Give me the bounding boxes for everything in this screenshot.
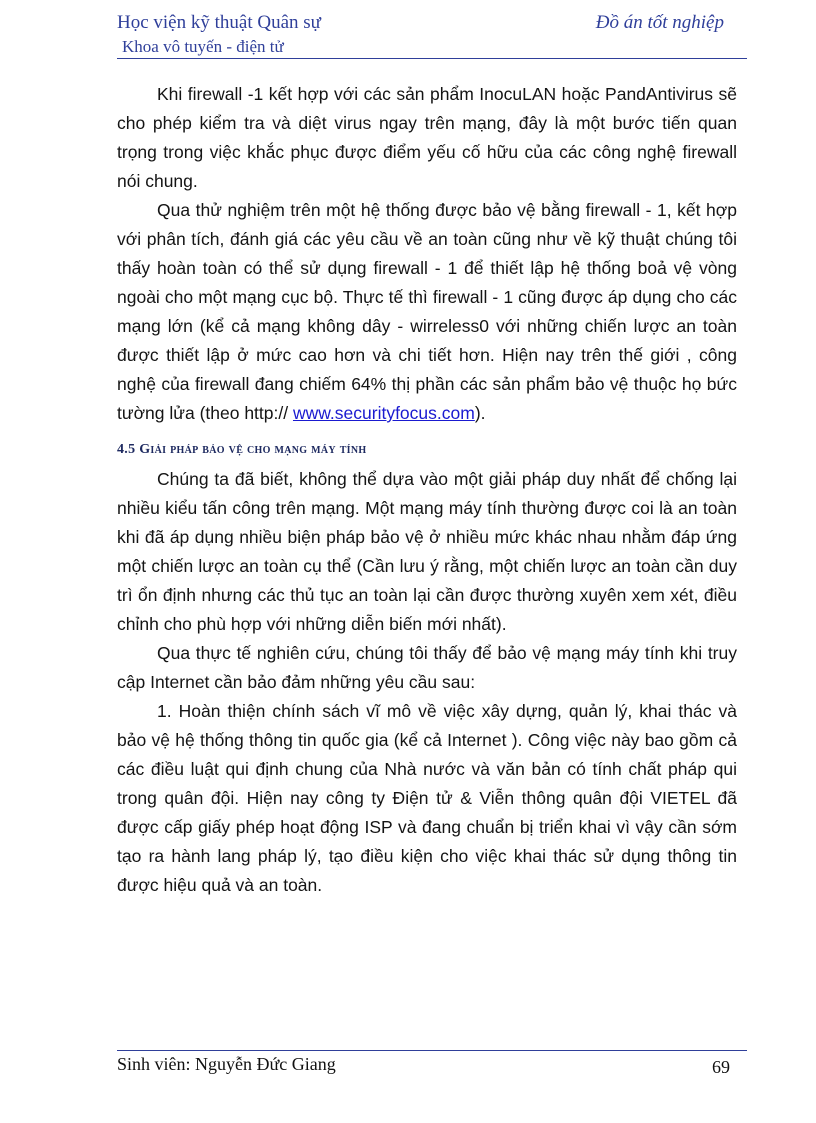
paragraph-2: [117, 196, 737, 428]
body-text: [117, 80, 737, 900]
header-school: Học viện kỹ thuật Quân sự: [117, 12, 321, 33]
header-divider: [117, 58, 747, 59]
securityfocus-link[interactable]: www.securityfocus.com: [292, 403, 475, 423]
paragraph-3: Chúng ta đã biết, không thể dựa vào một giải pháp duy nhất để chống lại nhiều kiểu tấn công trên mạng. Một mạng máy tính thường được coi là an toàn khi đã áp dụng nhiều biện pháp bảo vệ ở nhiều mức khác nhau nhằm đáp ứng một chiến lược an toàn cụ thể (Cần lưu ý rằng, một chiến lược an toàn cần duy trì ổn định nhưng các thủ tục an toàn lại cần được thường xuyên xem xét, điều chỉnh cho phù hợp với những diễn biến mới nhất).: [117, 469, 737, 634]
paragraph-1: Khi firewall -1 kết hợp với các sản phẩm InocuLAN hoặc PandAntivirus sẽ cho phép kiểm tra và diệt virus ngay trên mạng, đây là một bước tiến quan trọng trong việc khắc phục được điểm yếu cố hữu của các công nghệ firewall nói chung.: [117, 84, 737, 191]
paragraph-2-text: Qua thử nghiệm trên một hệ thống được bảo vệ bằng firewall - 1, kết hợp với phân tích, đánh giá các yêu cầu về an toàn cũng như về kỹ thuật chúng tôi thấy hoàn toàn có thể sử dụng firewall - 1 để thiết lập hệ thống boả vệ vòng ngoài cho một mạng cục bộ. Thực tế thì firewall - 1 cũng được áp dụng cho các mạng lớn (kể cả mạng không dây - wirreless0 với những chiến lược an toàn được thiết lập ở mức cao hơn và chi tiết hơn. Hiện nay trên thế giới , công nghệ của firewall đang chiếm 64% thị phần các sản phẩm bảo vệ thuộc họ bức tường lửa (theo http://: [117, 200, 737, 423]
section-heading: 4.5 Giải pháp bảo vệ cho mạng máy tính: [117, 442, 367, 457]
header-doc-type: Đồ án tốt nghiệp: [595, 12, 724, 33]
header-faculty: Khoa vô tuyến - điện tử: [122, 37, 284, 56]
paragraph-5: 1. Hoàn thiện chính sách vĩ mô về việc xây dựng, quản lý, khai thác và bảo vệ hệ thống thông tin quốc gia (kể cả Internet ). Công việc này bao gồm cả các điều luật qui định chung của Nhà nước và văn bản có tính chất pháp qui trong quân đội. Hiện nay công ty Điện tử & Viễn thông quân đội VIETEL đã được cấp giấy phép hoạt động ISP và đang chuẩn bị triển khai vì vậy cần sớm tạo ra hành lang pháp lý, tạo điều kiện cho việc khai thác sử dụng thông tin được hiệu quả và an toàn.: [117, 701, 737, 895]
footer-student: Sinh viên: Nguyễn Đức Giang: [117, 1054, 336, 1074]
footer-divider: [117, 1050, 747, 1051]
paragraph-2-end: ).: [474, 403, 486, 423]
page-number: 69: [712, 1057, 730, 1077]
paragraph-4: Qua thực tế nghiên cứu, chúng tôi thấy để bảo vệ mạng máy tính khi truy cập Internet cần bảo đảm những yêu cầu sau:: [117, 643, 737, 692]
